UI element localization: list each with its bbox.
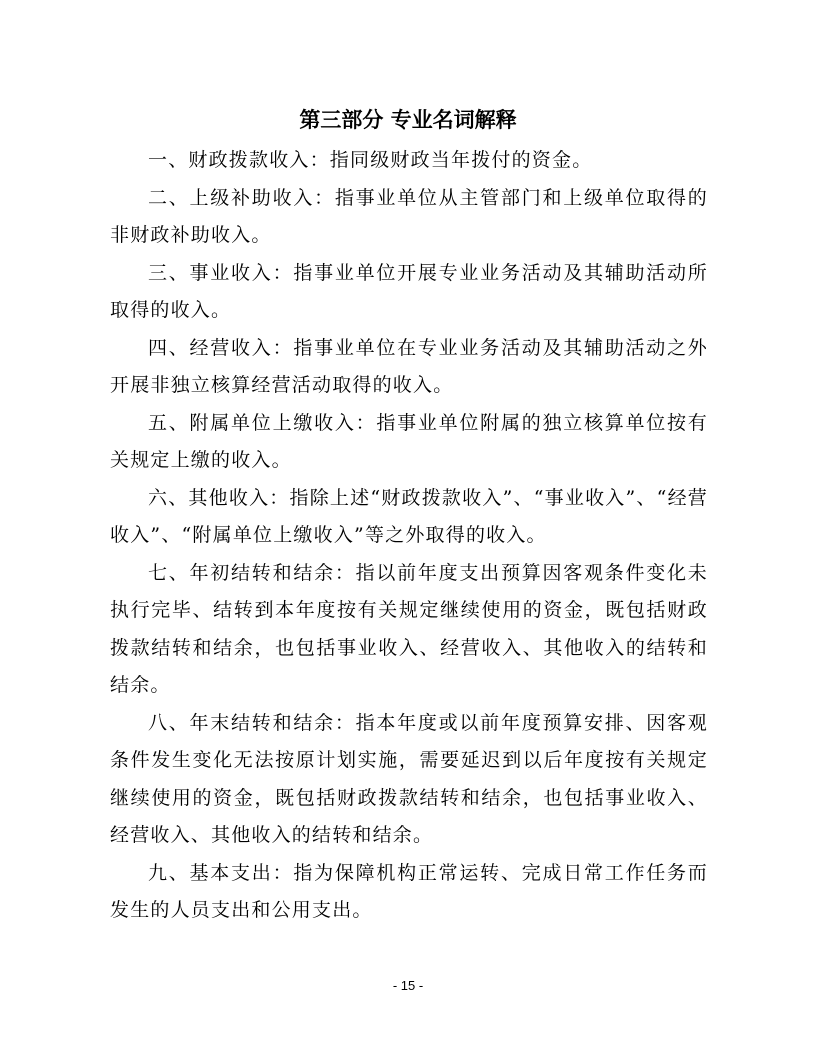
paragraph-2: 二、上级补助收入：指事业单位从主管部门和上级单位取得的非财政补助收入。	[110, 186, 708, 246]
page-number: - 15 -	[392, 978, 424, 993]
page-title: 第三部分 专业名词解释	[299, 108, 517, 132]
paragraph-3: 三、事业收入：指事业单位开展专业业务活动及其辅助活动所取得的收入。	[110, 261, 708, 321]
paragraph-9: 九、基本支出：指为保障机构正常运转、完成日常工作任务而发生的人员支出和公用支出。	[110, 861, 708, 921]
paragraph-6: 六、其他收入：指除上述“财政拨款收入”、“事业收入”、“经营收入”、“附属单位上缴收入”等之外取得的收入。	[110, 486, 708, 546]
paragraph-8: 八、年末结转和结余：指本年度或以前年度预算安排、因客观条件发生变化无法按原计划实施，需要延迟到以后年度按有关规定继续使用的资金，既包括财政拨款结转和结余，也包括事业收入、经营收入、其他收入的结转和结余。	[110, 711, 708, 846]
document-body	[110, 142, 708, 930]
paragraph-5: 五、附属单位上缴收入：指事业单位附属的独立核算单位按有关规定上缴的收入。	[110, 411, 708, 471]
paragraph-1: 一、财政拨款收入：指同级财政当年拨付的资金。	[148, 149, 593, 171]
paragraph-4: 四、经营收入：指事业单位在专业业务活动及其辅助活动之外开展非独立核算经营活动取得的收入。	[110, 336, 708, 396]
paragraph-7: 七、年初结转和结余：指以前年度支出预算因客观条件变化未执行完毕、结转到本年度按有关规定继续使用的资金，既包括财政拨款结转和结余，也包括事业收入、经营收入、其他收入的结转和结余。	[110, 561, 708, 696]
